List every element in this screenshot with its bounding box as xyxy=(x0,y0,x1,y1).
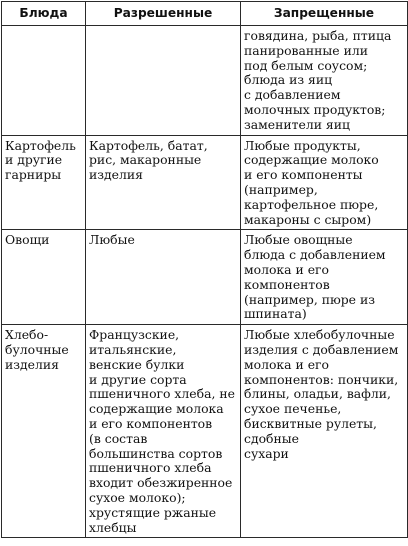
cell-forbidden xyxy=(241,230,408,325)
cell-forbidden-text: Любые овощные блюда с добавлением молока и его компонентов (например, пюре из шпината) xyxy=(244,232,386,322)
cell-dish xyxy=(2,135,86,230)
cell-dish xyxy=(2,325,86,538)
diet-table xyxy=(1,1,408,538)
cell-dish-text: Картофель и другие гарниры xyxy=(5,137,76,183)
cell-allowed-text: Французские, итальянские, венские булки и другие сорта пшеничного хлеба, не содержащие молока и его компонентов (в состав большинства сортов пшеничного хлеба входит обезжиренное сухое молоко); хрустящие ржаные хлебцы xyxy=(89,327,235,535)
cell-allowed-text: Любые xyxy=(89,232,135,248)
header-dishes: Блюда xyxy=(2,2,86,26)
table-row xyxy=(2,135,408,230)
cell-dish-text: Овощи xyxy=(5,232,50,248)
table-row xyxy=(2,26,408,136)
table-row xyxy=(2,325,408,538)
table-row xyxy=(2,230,408,325)
cell-allowed xyxy=(86,325,241,538)
cell-dish xyxy=(2,26,86,136)
cell-dish xyxy=(2,230,86,325)
cell-forbidden-text: Любые продукты, содержащие молоко и его компоненты (например, картофельное пюре, макароны с сыром) xyxy=(244,137,379,227)
cell-allowed xyxy=(86,230,241,325)
cell-forbidden-text: Любые хлебобулочные изделия с добавлением молока и его компонентов: пончики, блины, оладьи, вафли, сухое печенье, бисквитные рулеты, сдобные сухари xyxy=(244,327,399,461)
cell-dish-text: Хлебо- булочные изделия xyxy=(5,327,69,372)
header-allowed: Разрешенные xyxy=(86,2,241,26)
cell-allowed xyxy=(86,135,241,230)
cell-allowed-text: Картофель, батат, рис, макаронные изделия xyxy=(89,137,208,183)
table-header-row xyxy=(2,2,408,26)
header-forbidden: Запрещенные xyxy=(241,2,408,26)
cell-forbidden-text: говядина, рыба, птица панированные или под белым соусом; блюда из яиц с добавлением молочных продуктов; заменители яиц xyxy=(244,28,392,132)
cell-allowed xyxy=(86,26,241,136)
cell-forbidden xyxy=(241,26,408,136)
cell-forbidden xyxy=(241,325,408,538)
cell-forbidden xyxy=(241,135,408,230)
